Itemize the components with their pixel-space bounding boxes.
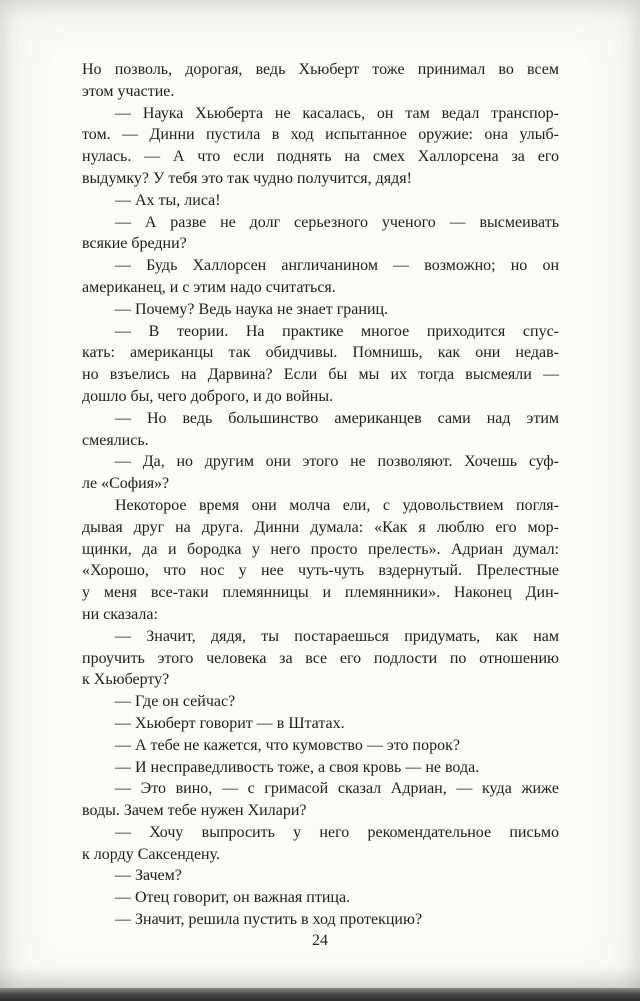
text-line: к лорду Саксендену. <box>82 845 220 863</box>
text-line: кать: американцы так обидчивы. Помнишь, как они недав- <box>82 344 559 362</box>
text-line: этом участие. <box>82 82 175 100</box>
text-line: — Это вино, — с гримасой сказал Адриан, — куда жиже <box>115 780 559 798</box>
text-line: — Хочу выпросить у него рекомендательное письмо <box>115 823 559 841</box>
text-line: смеялись. <box>82 431 149 449</box>
text-line: американец, и с этим надо считаться. <box>82 278 336 296</box>
text-line: том. — Динни пустила в ход испытанное оружие: она улыб- <box>82 126 559 144</box>
text-line: — В теории. На практике многое приходится спус- <box>115 322 559 340</box>
text-line: — И несправедливость тоже, а своя кровь — не вода. <box>115 758 480 776</box>
text-line: дывая друг на друга. Динни думала: «Как я люблю его мор- <box>82 518 559 536</box>
text-line: — Но ведь большинство американцев сами над этим <box>115 409 559 427</box>
text-line: ле «София»? <box>82 475 170 493</box>
text-line: — Наука Хьюберта не касалась, он там ведал транспор- <box>115 104 559 122</box>
text-line: — А тебе не кажется, что кумовство — это порок? <box>115 736 460 754</box>
text-line: — Будь Халлорсен англичанином — возможно; но он <box>115 257 559 275</box>
paragraph <box>82 321 559 408</box>
text-line: — Почему? Ведь наука не знает границ. <box>115 300 389 318</box>
paragraph <box>82 822 559 866</box>
text-line: Но позволь, дорогая, ведь Хьюберт тоже принимал во всем <box>82 61 559 78</box>
paragraph <box>82 887 559 909</box>
text-line: — Зачем? <box>115 867 182 885</box>
scan-bottom-shadow <box>0 966 640 988</box>
text-line: — А разве не долг серьезного ученого — высмеивать <box>115 213 559 231</box>
paragraph <box>82 626 559 691</box>
paragraph <box>82 190 559 212</box>
text-line: дошло бы, чего доброго, и до войны. <box>82 387 334 405</box>
text-line: но взъелись на Дарвина? Если бы мы их тогда высмеяли — <box>82 366 559 384</box>
text-line: проучить этого человека за все его подлости по отношению <box>82 649 559 667</box>
text-line: воды. Зачем тебе нужен Хилари? <box>82 802 307 820</box>
text-line: Некоторое время они молча ели, с удовольствием погля- <box>115 496 559 514</box>
page-number: 24 <box>312 932 328 949</box>
text-line: — Значит, решила пустить в ход протекцию? <box>115 911 423 929</box>
paragraph <box>82 212 559 256</box>
paragraph <box>82 103 559 190</box>
text-line: нулась. — А что если поднять на смех Халлорсена за его <box>82 148 559 166</box>
paragraph <box>82 495 559 626</box>
paragraph <box>82 255 559 299</box>
scan-bottom-edge <box>0 988 640 1001</box>
text-line: — Ах ты, лиса! <box>115 191 221 209</box>
paragraph <box>82 735 559 757</box>
text-line: щинки, да и бородка у него просто прелесть». Адриан думал: <box>82 540 559 558</box>
paragraph <box>82 757 559 779</box>
text-line: — Где он сейчас? <box>115 693 236 711</box>
paragraph <box>82 299 559 321</box>
paragraph <box>82 691 559 713</box>
paragraph <box>82 408 559 452</box>
paragraph <box>82 59 559 103</box>
text-line: всякие бредни? <box>82 235 187 253</box>
text-line: — Да, но другим они этого не позволяют. Хочешь суф- <box>115 453 559 471</box>
text-line: выдумку? У тебя это так чудно получится, дядя! <box>82 169 412 187</box>
paragraph <box>82 778 559 822</box>
paragraph <box>82 713 559 735</box>
paragraph <box>82 451 559 495</box>
text-line: — Отец говорит, он важная птица. <box>115 889 351 907</box>
text-line: «Хорошо, что нос у нее чуть-чуть вздернутый. Прелестные <box>82 562 559 580</box>
text-block <box>82 59 559 931</box>
text-line: у меня все-таки племянницы и племянники». Наконец Дин- <box>82 584 559 602</box>
paragraph <box>82 865 559 887</box>
text-line: — Хьюберт говорит — в Штатах. <box>115 714 345 732</box>
text-line: ни сказала: <box>82 605 158 623</box>
text-line: к Хьюберту? <box>82 671 170 689</box>
text-line: — Значит, дядя, ты постараешься придумать, как нам <box>115 627 559 645</box>
paragraph <box>82 909 559 931</box>
